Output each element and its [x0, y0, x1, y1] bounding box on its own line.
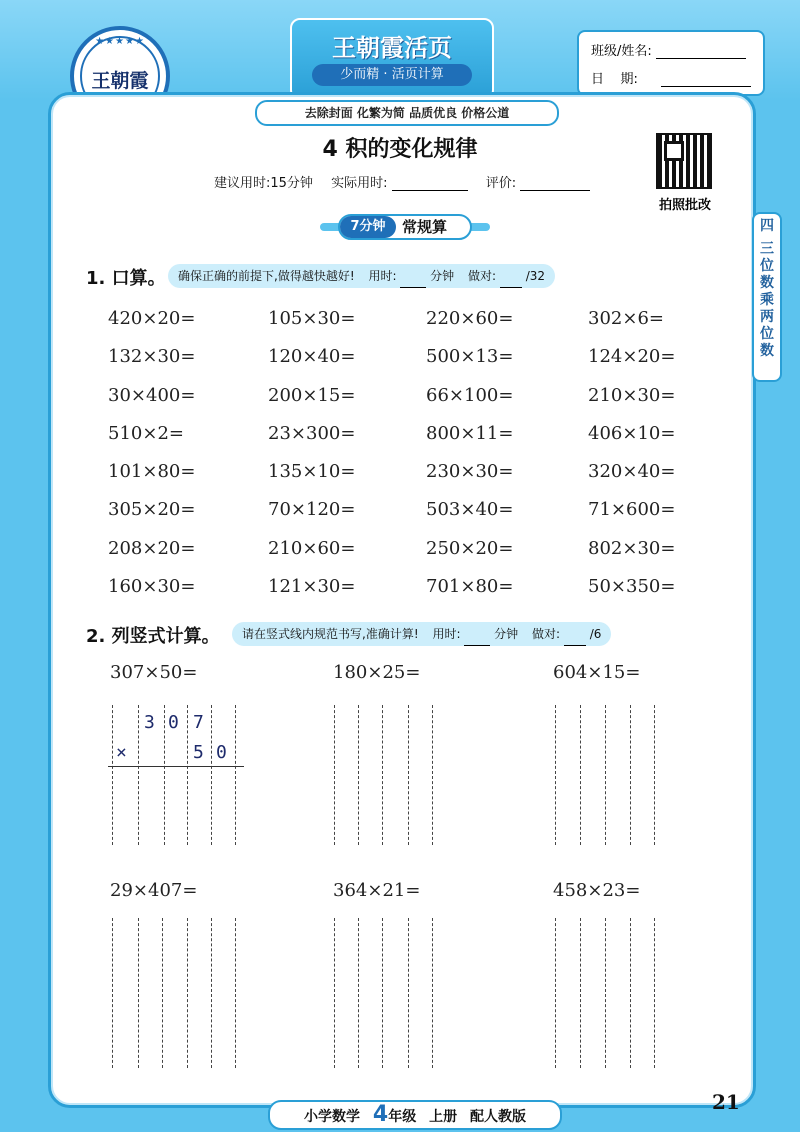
series-subtitle: 少而精 · 活页计算 [312, 64, 472, 86]
logo-text: 王朝霞 [91, 70, 149, 92]
footer-grade-number: 4 [372, 1102, 389, 1127]
oral-problem: 320×40= [588, 461, 676, 483]
guide-line [138, 918, 139, 1068]
example-rule-line [108, 766, 244, 767]
guide-line [211, 705, 212, 845]
guide-line [235, 705, 236, 845]
oral-problem: 208×20= [108, 537, 196, 559]
star-icons: ★★★★★ [95, 36, 145, 47]
oral-problem: 120×40= [268, 346, 356, 368]
student-info-box [577, 30, 765, 96]
guide-line [187, 918, 188, 1068]
guide-line [408, 705, 409, 845]
q2-correct-label: 做对: [532, 627, 561, 641]
guide-line [605, 705, 606, 845]
oral-problem: 220×60= [426, 308, 514, 329]
oral-problem: 30×400= [108, 384, 196, 406]
oral-problem: 500×13= [426, 346, 514, 368]
guide-line [630, 918, 631, 1068]
oral-problem: 802×30= [588, 537, 676, 559]
guide-line [432, 918, 433, 1068]
q2-hint-text: 请在竖式线内规范书写,准确计算! [242, 627, 419, 641]
lesson-title: 4 积的变化规律 [322, 137, 478, 162]
guide-line [605, 918, 606, 1068]
q1-time-label: 用时: [368, 269, 397, 283]
q2-heading: 2. 列竖式计算。 [86, 626, 220, 647]
guide-line [630, 705, 631, 845]
q1-hint-text: 确保正确的前提下,做得越快越好! [178, 269, 355, 283]
side-tab-char: 四 [760, 218, 774, 234]
oral-problem: 66×100= [426, 384, 514, 406]
oral-problem: 71×600= [588, 499, 676, 521]
chapter-side-tab [752, 212, 782, 382]
oral-problem: 105×30= [268, 308, 356, 329]
guide-line [580, 918, 581, 1068]
oral-problem: 160×30= [108, 576, 196, 598]
series-tab [290, 18, 494, 100]
vertical-problem: 364×21= [333, 880, 421, 901]
oral-calc-grid [108, 306, 728, 612]
guide-line [211, 918, 212, 1068]
oral-problem: 101×80= [108, 461, 196, 483]
q2-correct-field[interactable] [564, 633, 586, 646]
guide-line [382, 918, 383, 1068]
slogan: 去除封面 化繁为简 品质优良 价格公道 [255, 100, 559, 126]
section-banner [320, 214, 490, 240]
oral-problem: 210×30= [588, 384, 676, 406]
guide-line [654, 918, 655, 1068]
oral-problem: 210×60= [268, 537, 356, 559]
q2-time-label: 用时: [432, 627, 461, 641]
oral-problem: 305×20= [108, 499, 196, 521]
vertical-problem: 604×15= [553, 662, 641, 683]
series-title: 王朝霞活页 [332, 33, 452, 62]
q1-hint [168, 264, 555, 288]
oral-problem: 50×350= [588, 576, 676, 598]
oral-problem: 200×15= [268, 384, 356, 406]
example-digit: 7 [193, 712, 204, 733]
guide-line [187, 705, 188, 845]
vertical-problem: 180×25= [333, 662, 421, 683]
guide-line [334, 918, 335, 1068]
q1-heading: 1. 口算。 [86, 268, 166, 289]
date-row [591, 68, 756, 87]
guide-line [555, 705, 556, 845]
section-name: 常规算 [402, 218, 448, 236]
side-tab-char: 数 [760, 275, 774, 291]
example-digit: 0 [216, 742, 227, 763]
side-tab-char: 三 [760, 241, 774, 257]
footer-subject: 小学数学 [304, 1109, 361, 1125]
guide-line [162, 918, 163, 1068]
guide-line [555, 918, 556, 1068]
page-number: 21 [712, 1090, 740, 1114]
time-info [140, 172, 660, 191]
oral-problem: 406×10= [588, 422, 676, 444]
name-label: 班级/姓名: [591, 44, 652, 59]
guide-line [235, 918, 236, 1068]
side-tab-char: 乘 [760, 292, 774, 308]
date-label: 日 期: [591, 72, 638, 87]
oral-problem: 230×30= [426, 461, 514, 483]
oral-problem: 800×11= [426, 422, 514, 444]
name-field[interactable] [656, 46, 746, 59]
oral-problem: 124×20= [588, 346, 676, 368]
q1-time-field[interactable] [400, 275, 426, 288]
oral-problem: 23×300= [268, 422, 356, 444]
evaluation-label: 评价: [485, 176, 517, 191]
guide-line [382, 705, 383, 845]
guide-line [334, 705, 335, 845]
oral-problem: 70×120= [268, 499, 356, 521]
actual-time-label: 实际用时: [331, 176, 388, 191]
oral-problem: 132×30= [108, 346, 196, 368]
q2-time-unit: 分钟 [494, 627, 519, 641]
oral-problem: 420×20= [108, 308, 196, 329]
footer-edition: 配人教版 [469, 1109, 526, 1125]
section-minutes: 7分钟 [340, 216, 396, 238]
vertical-problem: 307×50= [110, 662, 198, 683]
guide-line [654, 705, 655, 845]
footer-volume: 上册 [429, 1109, 458, 1125]
oral-problem: 250×20= [426, 537, 514, 559]
q1-correct-field[interactable] [500, 275, 522, 288]
oral-problem: 701×80= [426, 576, 514, 598]
guide-line [580, 705, 581, 845]
side-tab-char: 两 [760, 309, 774, 325]
actual-time-field[interactable] [392, 178, 468, 191]
evaluation-field[interactable] [520, 178, 590, 191]
vertical-problem: 458×23= [553, 880, 641, 901]
q2-time-field[interactable] [464, 633, 490, 646]
guide-line [358, 918, 359, 1068]
oral-problem: 510×2= [108, 422, 184, 444]
qr-label: 拍照批改 [658, 198, 711, 213]
times-sign: × [116, 742, 127, 763]
date-field[interactable] [661, 74, 751, 87]
side-tab-char: 位 [760, 326, 774, 342]
footer-edition-pill [268, 1100, 562, 1130]
q1-total: /32 [525, 269, 546, 283]
oral-problem: 121×30= [268, 576, 356, 598]
guide-line [358, 705, 359, 845]
example-digit: 0 [168, 712, 179, 733]
suggested-time: 建议用时:15分钟 [214, 176, 313, 191]
side-tab-char: 位 [760, 258, 774, 274]
side-tab-char: 数 [760, 343, 774, 359]
name-row [591, 40, 756, 59]
q2-total: /6 [589, 627, 602, 641]
guide-line [112, 705, 113, 845]
guide-line [112, 918, 113, 1068]
example-digit: 3 [144, 712, 155, 733]
oral-problem: 135×10= [268, 461, 356, 483]
example-digit: 5 [193, 742, 204, 763]
vertical-problem: 29×407= [110, 880, 198, 901]
q1-correct-label: 做对: [468, 269, 497, 283]
q2-hint [232, 622, 611, 646]
footer-grade-suffix: 年级 [388, 1109, 417, 1125]
q1-time-unit: 分钟 [430, 269, 455, 283]
guide-line [164, 705, 165, 845]
guide-line [408, 918, 409, 1068]
oral-problem: 503×40= [426, 499, 514, 521]
guide-line [138, 705, 139, 845]
guide-line [432, 705, 433, 845]
qr-code-icon[interactable] [656, 133, 712, 189]
oral-problem: 302×6= [588, 308, 664, 329]
